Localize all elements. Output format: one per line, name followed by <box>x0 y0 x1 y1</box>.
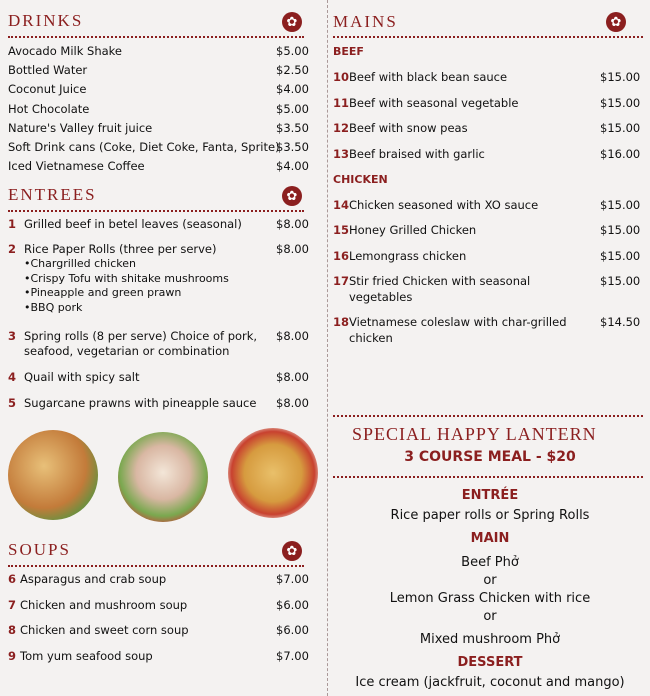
entree-option: •BBQ pork <box>24 300 83 314</box>
item-number: 17 <box>333 274 350 288</box>
main-beef-price: $15.00 <box>600 121 641 135</box>
main-beef-name: Beef with snow peas <box>349 121 468 135</box>
entree-name: Rice Paper Rolls (three per serve) <box>24 242 217 256</box>
drink-price: $3.50 <box>276 140 309 154</box>
entree-option: •Crispy Tofu with shitake mushrooms <box>24 271 229 285</box>
drinks-divider <box>8 36 304 38</box>
main-beef-price: $16.00 <box>600 146 641 161</box>
entree-option: •Pineapple and green prawn <box>24 286 182 299</box>
special-main-3: Mixed mushroom Phở <box>419 632 561 647</box>
soup-price: $7.00 <box>276 648 309 663</box>
soup-name: Chicken and mushroom soup <box>20 597 188 612</box>
soups-header <box>8 533 71 567</box>
drink-name: Coconut Juice <box>8 82 87 97</box>
main-chicken-name: Honey Grilled Chicken <box>349 223 477 237</box>
special-divider-bottom <box>333 476 643 478</box>
drink-name: Hot Chocolate <box>8 101 90 116</box>
mains-header <box>333 5 398 39</box>
special-or-1: or <box>483 573 497 588</box>
main-beef-name: Beef with black bean sauce <box>349 70 508 84</box>
soup-name: Chicken and sweet corn soup <box>20 623 189 637</box>
item-number: 8 <box>8 623 17 637</box>
main-chicken-name: Chicken seasoned with XO sauce <box>349 198 539 212</box>
item-number: 2 <box>8 242 17 256</box>
drink-price: $5.00 <box>276 44 309 58</box>
entree-price: $8.00 <box>276 242 309 256</box>
item-number: 1 <box>8 217 17 231</box>
item-number: 11 <box>333 95 350 110</box>
main-chicken-price: $14.50 <box>600 315 641 329</box>
item-number: 16 <box>333 249 350 263</box>
soup-price: $7.00 <box>276 572 309 586</box>
drink-name: Avocado Milk Shake <box>8 44 122 58</box>
item-number: 13 <box>333 146 350 161</box>
item-number: 5 <box>8 396 17 410</box>
item-number: 12 <box>333 121 350 135</box>
main-chicken-name-cont: vegetables <box>349 290 413 304</box>
main-chicken-price: $15.00 <box>600 198 641 212</box>
entrees-title: ENTREES <box>8 185 97 204</box>
main-chicken-name: Stir fried Chicken with seasonal <box>349 274 531 288</box>
main-beef-price: $15.00 <box>600 95 641 110</box>
drink-price: $3.50 <box>276 120 309 135</box>
item-number: 3 <box>8 329 17 343</box>
mains-title: MAINS <box>333 12 398 31</box>
entree-name-cont: seafood, vegetarian or combination <box>24 344 230 358</box>
main-beef-name: Beef with seasonal vegetable <box>349 95 519 110</box>
special-dessert-label: DESSERT <box>457 655 523 670</box>
chicken-label: CHICKEN <box>333 173 388 186</box>
main-chicken-price: $15.00 <box>600 223 641 237</box>
entrees-header <box>8 178 97 212</box>
item-number: 9 <box>8 648 17 663</box>
entrees-divider <box>8 210 304 212</box>
drinks-header <box>8 4 83 38</box>
item-number: 10 <box>333 70 350 84</box>
special-main-1: Beef Phở <box>461 555 519 570</box>
drink-name: Soft Drink cans (Coke, Diet Coke, Fanta, Sprite) <box>8 140 280 154</box>
soups-title: SOUPS <box>8 540 71 559</box>
flower-emblem-icon: ✿ <box>282 12 302 32</box>
entree-name: Sugarcane prawns with pineapple sauce <box>24 396 257 410</box>
entree-price: $8.00 <box>276 370 309 384</box>
entree-option: •Chargrilled chicken <box>24 257 136 270</box>
drink-name: Iced Vietnamese Coffee <box>8 159 145 174</box>
flower-emblem-icon: ✿ <box>606 12 626 32</box>
entree-name: Grilled beef in betel leaves (seasonal) <box>24 217 242 231</box>
item-number: 18 <box>333 315 350 329</box>
item-number: 6 <box>8 572 17 586</box>
item-number: 14 <box>333 198 350 212</box>
flower-emblem-icon: ✿ <box>282 186 302 206</box>
entree-name: Quail with spicy salt <box>24 370 140 384</box>
drink-price: $4.00 <box>276 82 309 97</box>
item-number: 7 <box>8 597 17 612</box>
item-number: 4 <box>8 370 17 384</box>
entree-price: $8.00 <box>276 329 309 343</box>
special-title: SPECIAL HAPPY LANTERN <box>352 424 597 444</box>
entree-price: $8.00 <box>276 217 309 231</box>
drink-price: $2.50 <box>276 63 309 78</box>
drinks-title: DRINKS <box>8 11 84 30</box>
soups-divider <box>8 565 304 567</box>
food-photo-spring-rolls <box>228 428 318 518</box>
beef-label: BEEF <box>333 45 364 58</box>
special-entree-label: ENTRÉE <box>461 488 519 503</box>
special-dessert-text: Ice cream (jackfruit, coconut and mango) <box>355 675 625 690</box>
soup-name: Asparagus and crab soup <box>20 572 167 586</box>
main-beef-name: Beef braised with garlic <box>349 146 485 161</box>
main-chicken-name: Vietnamese coleslaw with char-grilled <box>349 315 567 329</box>
special-main-2: Lemon Grass Chicken with rice <box>389 591 591 606</box>
item-number: 15 <box>333 223 350 237</box>
drink-price: $4.00 <box>276 159 309 174</box>
special-subtitle: 3 COURSE MEAL - $20 <box>404 449 576 465</box>
drink-name: Bottled Water <box>8 63 88 78</box>
special-main-label: MAIN <box>470 531 510 546</box>
drink-name: Nature's Valley fruit juice <box>8 120 153 135</box>
mains-divider <box>333 36 643 38</box>
main-chicken-price: $15.00 <box>600 249 641 263</box>
flower-emblem-icon: ✿ <box>282 541 302 561</box>
main-chicken-price: $15.00 <box>600 274 641 288</box>
food-photo-grilled-beef <box>8 430 98 520</box>
main-chicken-name: Lemongrass chicken <box>349 249 467 263</box>
special-divider-top <box>333 415 643 417</box>
main-chicken-name-cont: chicken <box>349 331 393 345</box>
main-beef-price: $15.00 <box>600 70 641 84</box>
special-entree-text: Rice paper rolls or Spring Rolls <box>390 508 590 523</box>
entree-price: $8.00 <box>276 396 309 410</box>
drink-price: $5.00 <box>276 101 309 116</box>
entree-name: Spring rolls (8 per serve) Choice of pork, <box>24 329 258 343</box>
soup-price: $6.00 <box>276 597 309 612</box>
special-or-2: or <box>483 609 497 624</box>
soup-name: Tom yum seafood soup <box>20 648 153 663</box>
soup-price: $6.00 <box>276 623 309 637</box>
column-divider <box>327 0 329 696</box>
food-photo-rice-paper-rolls <box>118 432 208 522</box>
